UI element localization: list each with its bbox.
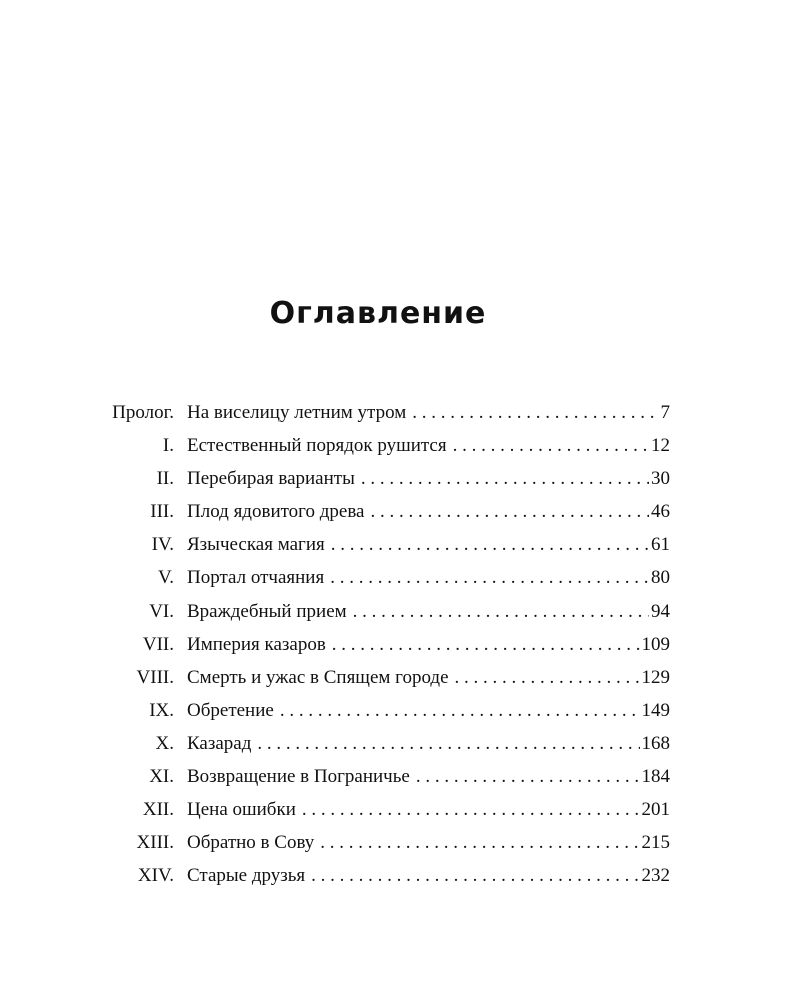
page-number: 168 <box>641 732 670 754</box>
toc-entry <box>0 760 800 793</box>
page-number: 201 <box>641 799 670 821</box>
chapter-number: XII. <box>142 799 174 821</box>
page-number: 30 <box>651 468 670 490</box>
dot-leader <box>453 429 649 462</box>
chapter-line <box>187 793 670 826</box>
chapter-number: IX. <box>149 699 174 721</box>
toc-entry <box>0 826 800 859</box>
table-of-contents <box>0 396 800 892</box>
page-number: 109 <box>641 633 670 655</box>
dot-leader <box>332 628 640 661</box>
toc-entry <box>0 462 800 495</box>
page-number: 12 <box>651 435 670 457</box>
chapter-title: На виселицу летним утром <box>187 402 407 423</box>
chapter-number: XIV. <box>137 865 174 887</box>
toc-entry <box>0 528 800 561</box>
toc-entry <box>0 628 800 661</box>
dot-leader <box>353 595 649 628</box>
page-number: 215 <box>641 832 670 854</box>
chapter-number: XI. <box>149 766 174 788</box>
toc-entry <box>0 694 800 727</box>
chapter-title: Плод ядовитого древа <box>187 501 365 523</box>
dot-leader <box>416 760 640 793</box>
chapter-line <box>187 561 670 594</box>
chapter-number: I. <box>162 435 174 457</box>
toc-entry <box>0 595 800 628</box>
chapter-number: III. <box>150 501 174 523</box>
chapter-line <box>187 859 670 892</box>
page-number: 61 <box>651 534 670 556</box>
chapter-title: Смерть и ужас в Спящем городе <box>187 666 449 688</box>
chapter-number: Пролог. <box>112 402 174 423</box>
toc-entry <box>0 661 800 694</box>
page-number: 129 <box>641 666 670 688</box>
toc-entry <box>0 561 800 594</box>
chapter-line <box>187 396 670 429</box>
chapter-line <box>187 429 670 462</box>
dot-leader <box>311 859 639 892</box>
chapter-number: V. <box>157 567 174 589</box>
chapter-line <box>187 628 670 661</box>
dot-leader <box>455 661 640 694</box>
chapter-title: Естественный порядок рушится <box>187 435 447 457</box>
dot-leader <box>320 826 639 859</box>
dot-leader <box>331 528 649 561</box>
dot-leader <box>280 694 640 727</box>
dot-leader <box>302 793 640 826</box>
toc-entry <box>0 429 800 462</box>
dot-leader <box>361 462 649 495</box>
chapter-title: Враждебный прием <box>187 600 347 622</box>
page-number: 46 <box>651 501 670 523</box>
chapter-line <box>187 495 670 528</box>
dot-leader <box>412 396 658 429</box>
chapter-title: Старые друзья <box>187 865 306 887</box>
chapter-number: XIII. <box>136 832 174 854</box>
page-number: 94 <box>651 600 670 622</box>
chapter-number: X. <box>155 732 174 754</box>
chapter-number: IV. <box>151 534 174 556</box>
chapter-title: Казарад <box>187 732 252 754</box>
page-number: 7 <box>660 402 670 423</box>
chapter-line <box>187 661 670 694</box>
dot-leader <box>371 495 650 528</box>
chapter-title: Обретение <box>187 699 274 721</box>
page-number: 232 <box>641 865 670 887</box>
page-number: 184 <box>641 766 670 788</box>
dot-leader <box>330 561 649 594</box>
page-title: Оглавление <box>269 296 487 331</box>
toc-entry <box>0 793 800 826</box>
chapter-line <box>187 595 670 628</box>
chapter-title: Языческая магия <box>187 534 325 556</box>
chapter-number: VII. <box>142 633 174 655</box>
toc-entry <box>0 727 800 760</box>
chapter-title: Возвращение в Пограничье <box>187 766 410 788</box>
chapter-line <box>187 694 670 727</box>
toc-entry <box>0 859 800 892</box>
toc-entry <box>0 396 800 429</box>
page-number: 149 <box>641 699 670 721</box>
chapter-line <box>187 760 670 793</box>
chapter-title: Перебирая варианты <box>187 468 355 490</box>
dot-leader <box>257 727 639 760</box>
chapter-line <box>187 727 670 760</box>
chapter-title: Обратно в Сову <box>187 832 315 854</box>
chapter-title: Портал отчаяния <box>187 567 325 589</box>
chapter-number: VIII. <box>136 666 174 688</box>
page-number: 80 <box>651 567 670 589</box>
toc-entry <box>0 495 800 528</box>
chapter-number: II. <box>156 468 174 490</box>
chapter-line <box>187 462 670 495</box>
chapter-line <box>187 528 670 561</box>
chapter-title: Цена ошибки <box>187 799 296 821</box>
chapter-line <box>187 826 670 859</box>
chapter-title: Империя казаров <box>187 633 326 655</box>
chapter-number: VI. <box>149 600 174 622</box>
